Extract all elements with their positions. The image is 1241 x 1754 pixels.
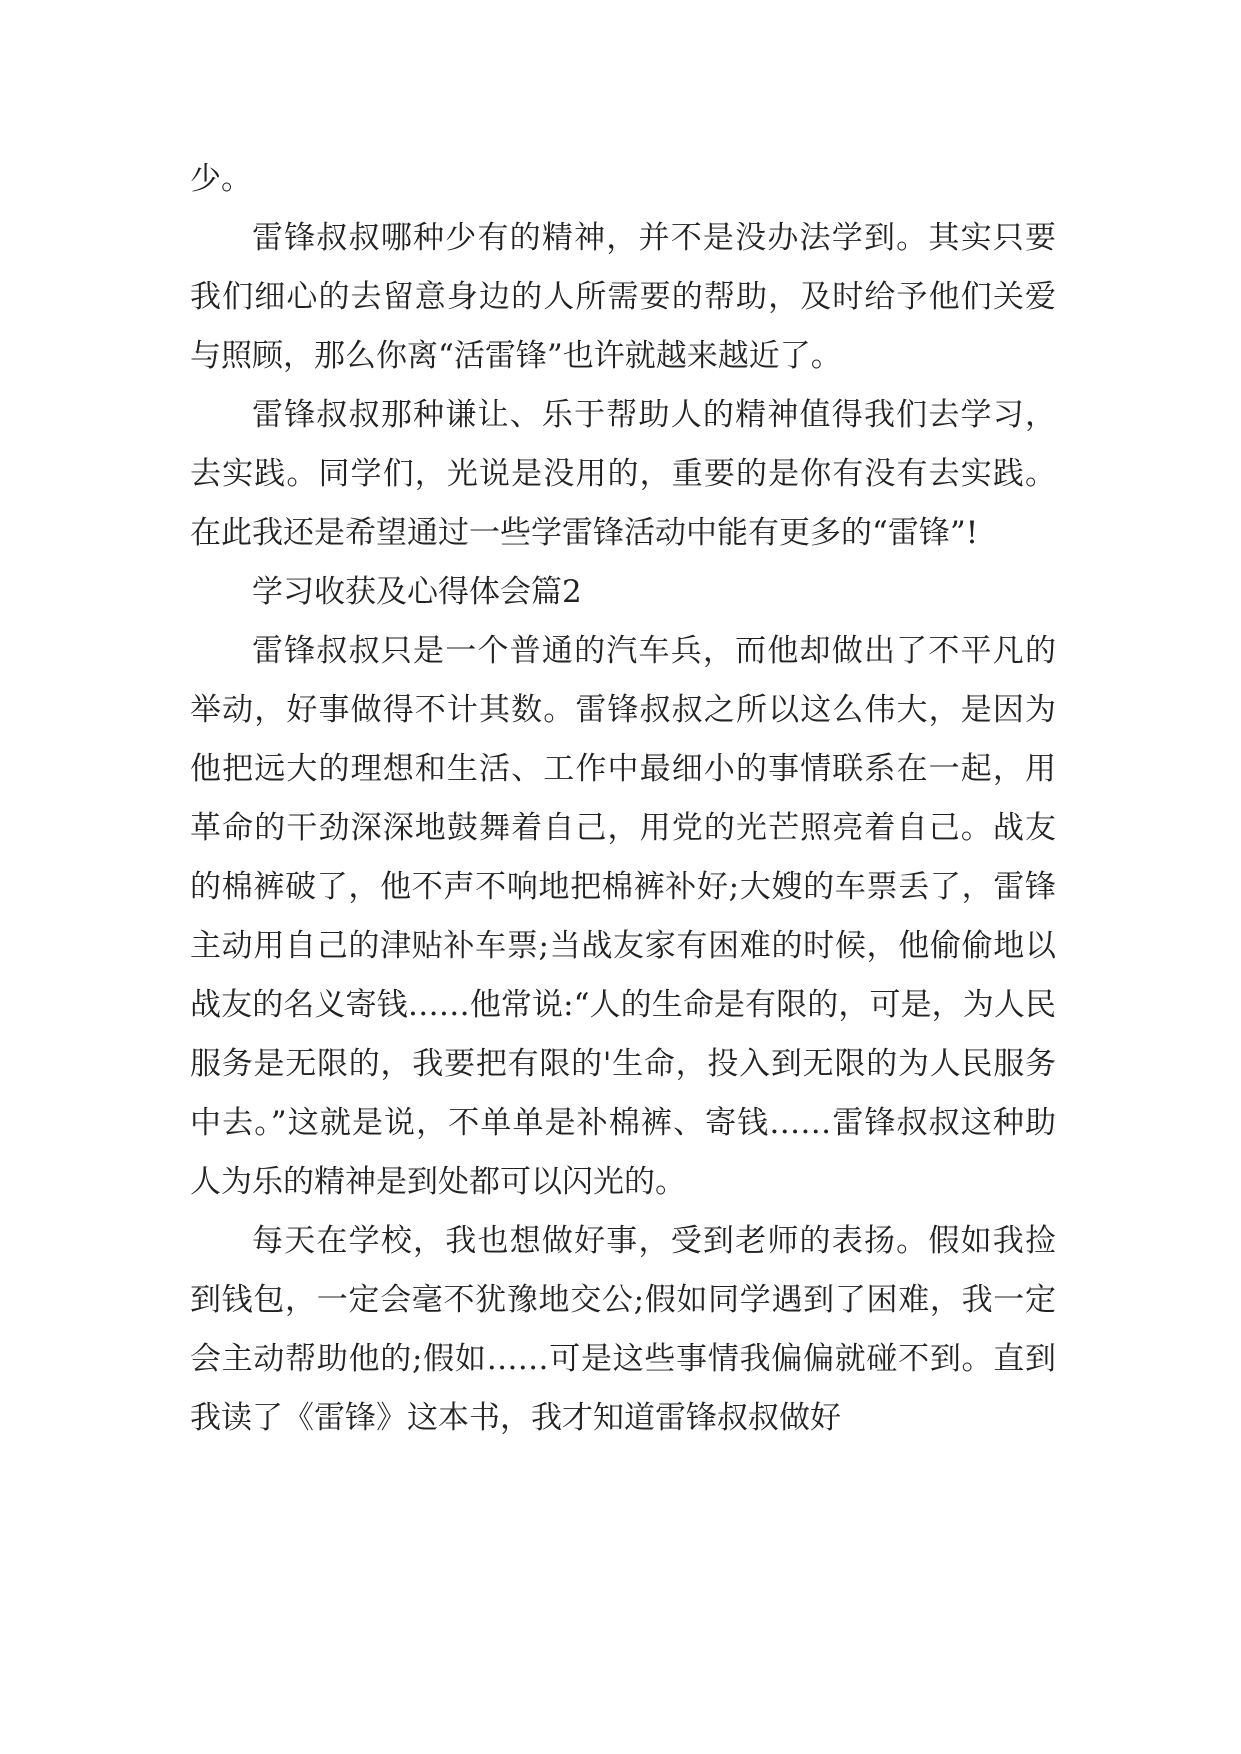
document-page	[190, 150, 1056, 1448]
paragraph-continued: 少。	[190, 161, 252, 197]
section-heading: 学习收获及心得体会篇2	[252, 574, 582, 610]
paragraph-4: 每天在学校，我也想做好事，受到老师的表扬。假如我捡到钱包，一定会毫不犹豫地交公;假如同学遇到了困难，我一定会主动帮助他的;假如……可是这些事情我偏偏就碰不到。直到我读了《雷锋》这本书，我才知道雷锋叔叔做好	[190, 1223, 1056, 1436]
paragraph-3: 雷锋叔叔只是一个普通的汽车兵，而他却做出了不平凡的举动，好事做得不计其数。雷锋叔叔之所以这么伟大，是因为他把远大的理想和生活、工作中最细小的事情联系在一起，用革命的干劲深深地鼓舞着自己，用党的光芒照亮着自己。战友的棉裤破了，他不声不响地把棉裤补好;大嫂的车票丢了，雷锋主动用自己的津贴补车票;当战友家有困难的时候，他偷偷地以战友的名义寄钱……他常说:“人的生命是有限的，可是，为人民服务是无限的，我要把有限的'生命，投入到无限的为人民服务中去。”这就是说，不单单是补棉裤、寄钱……雷锋叔叔这种助人为乐的精神是到处都可以闪光的。	[190, 633, 1056, 1200]
paragraph-1: 雷锋叔叔哪种少有的精神，并不是没办法学到。其实只要我们细心的去留意身边的人所需要的帮助，及时给予他们关爱与照顾，那么你离“活雷锋”也许就越来越近了。	[190, 220, 1056, 374]
paragraph-2: 雷锋叔叔那种谦让、乐于帮助人的精神值得我们去学习，去实践。同学们，光说是没用的，重要的是你有没有去实践。在此我还是希望通过一些学雷锋活动中能有更多的“雷锋”!	[190, 397, 1056, 551]
